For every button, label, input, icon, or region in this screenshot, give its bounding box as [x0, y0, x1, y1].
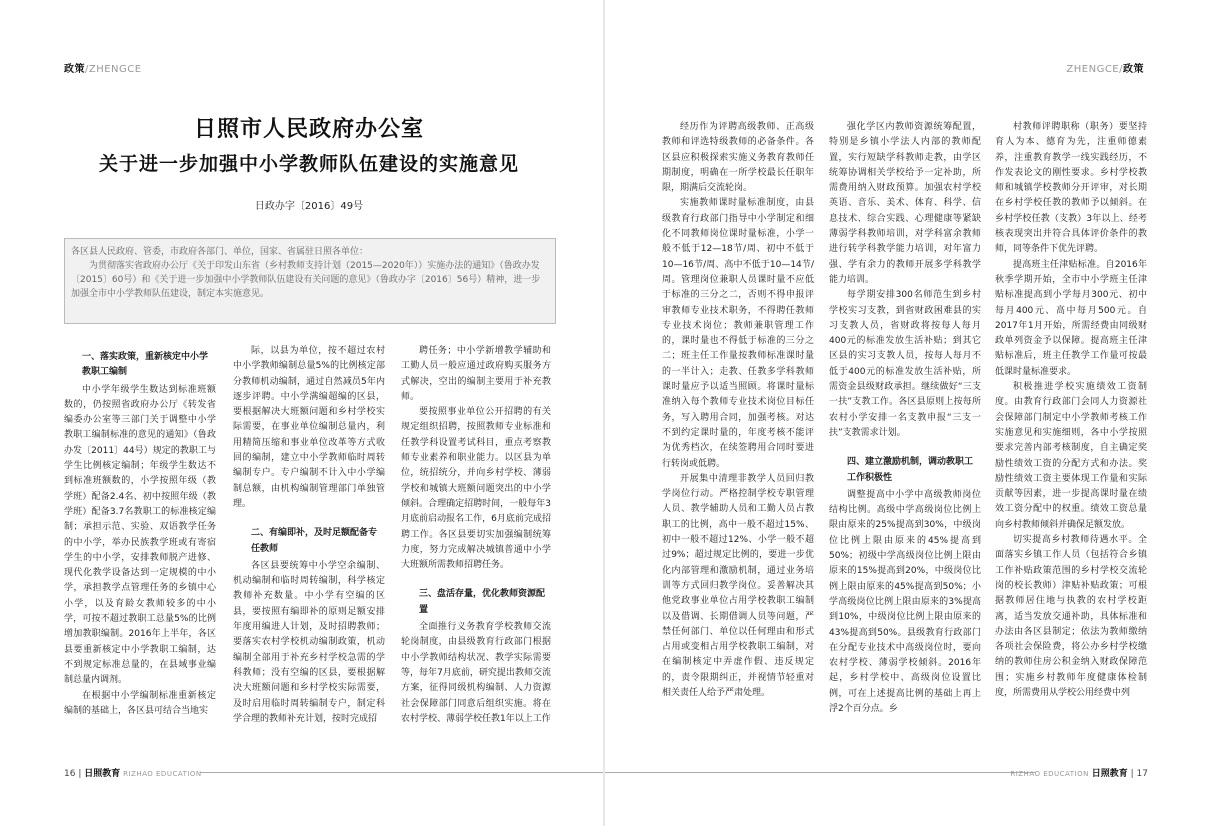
right-page-footer: RIZHAO EDUCATION 日照教育 | 17: [1010, 769, 1148, 779]
left-page-footer: 16 | 日照教育 RIZHAO EDUCATION: [64, 769, 202, 779]
text-column-1: [64, 344, 216, 744]
text-column-3: [401, 344, 551, 744]
paragraph: 积极推进学校实施绩效工资制度。由教育行政部门会同人力资源社会保障部门制定中小学教师考核工作实施意见和实施细则，各中小学按照要求完善内部考核制度，自主确定奖励性绩效工资的分配方式和办法。奖励性绩效工资主要体现工作量和实际贡献等因素，进一步提高课时量在绩效工资分配中的权重。绩效工资总量向乡村教师倾斜并确保足额发放。: [995, 382, 1147, 530]
header-section-en: /ZHENGCE: [85, 64, 142, 75]
paragraph: 在根据中小学编制标准重新核定编制的基础上，各区县可结合当地实: [64, 690, 216, 716]
paragraph: 提高班主任津贴标准。自2016年秋季学期开始，全市中小学班主任津贴标准提高到小学每月300元、初中每月400元、高中每月500元。自2017年1月开始，所需经费由同级财政单列资金予以保障。提高班主任津贴标准后，班主任教学工作量可按最低课时量标准要求。: [995, 259, 1147, 377]
magazine-logo-left: 日照教育: [84, 769, 121, 779]
notice-body: 为贯彻落实省政府办公厅《关于印发山东省（乡村教师支持计划（2015—2020年））实施办法的通知》（鲁政办发〔2015〕60号）和《关于进一步加强中小学教师队伍建设有关问题的意见》（鲁政办字〔2016〕56号）精神，进一步加强全市中小学教师队伍建设，制定本实施意见。: [71, 261, 541, 299]
page-number-right: 17: [1136, 769, 1148, 779]
addressee-notice-box: [64, 238, 556, 324]
article-title-line2: 关于进一步加强中小学教师队伍建设的实施意见: [98, 153, 519, 175]
paragraph: 要按照事业单位公开招聘的有关规定组织招聘，按照教师专业标准和任教学科设置考试科目，重点考察教师专业素养和职业能力。以区县为单位，统招统分，并向乡村学校、薄弱学校和城镇大班额问题突出的中小学倾斜。合理确定招聘时间，一般每年3月底前启动报名工作，6月底前完成招聘工作。各区县要切实加强编制统筹力度，努力完成解决城镇普通中小学大班额所需教师招聘任务。: [401, 407, 551, 571]
paragraph: 切实提高乡村教师待遇水平。全面落实乡镇工作人员（包括符合乡镇工作补贴政策范围的乡村学校交流轮岗的校长教师）津贴补贴政策；可根据教师居住地与执教的农村学校距离，适当发放交通补助，具体标准和办法由各区县制定；依法为教师缴纳各项社会保险费，将公办乡村学校缴纳的教师住房公积金纳入财政保障范围；实施乡村教师年度健康体检制度，所需费用从学校公用经费中列: [995, 535, 1147, 698]
text-column-6: [995, 120, 1147, 750]
paragraph: 全面推行义务教育学校教师交流轮岗制度，由县级教育行政部门根据中小学教师结构状况、教学实际需要等，每年7月底前，研究提出教师交流方案，征得同级机构编制、人力资源社会保障部门同意后组织实施。将在农村学校、薄弱学校任教1年以上工作: [401, 622, 551, 724]
article-title-line1: 日照市人民政府办公室: [193, 117, 424, 142]
paragraph: 强化学区内教师资源统筹配置，特别是乡镇小学法人内部的教师配置，实行短缺学科教师走教，由学区统筹协调相关学校给予一定补助，所需费用纳入财政预算。加强农村学校英语、音乐、美术、体育、科学、信息技术、综合实践、心理健康等紧缺薄弱学科教师培训，对学科富余教师进行转学科教学能力培训，对年富力强、学有余力的教师开展多学科教学能力培训。: [829, 122, 981, 285]
page-number-left: 16: [64, 769, 76, 779]
paragraph: 每学期安排300名师范生到乡村学校实习支教，到省财政困难县的实习支教人员，省财政将按每人每月400元的标准发放生活补贴；到其它区县的实习支教人员，按每人每月不低于400元的标准发放生活补贴，所需资金县级财政承担。继续做好“三支一扶”支教工作。各区县原则上按每所农村小学安排一名支教申报“三支一扶”支教需求计划。: [829, 290, 981, 438]
paragraph: 经历作为评聘高级教师、正高级教师和评选特级教师的必备条件。各区县应积极探索实施义务教育教师任期制度，明确在一所学校最长任职年限，期满后交流轮岗。: [662, 122, 814, 194]
header-section-en-right: ZHENGCE/: [1066, 64, 1123, 75]
page-gutter: [603, 0, 605, 826]
section-heading-2: 二、有编即补，及时足额配备专任教师: [251, 528, 378, 554]
document-number: 日政办字〔2016〕49号: [254, 201, 364, 212]
section-heading-1: 一、落实政策，重新核定中小学教职工编制: [82, 352, 209, 378]
paragraph: 际，以县为单位，按不超过农村中小学教师编制总量5%的比例核定部分教师机动编制，通过自然减员5年内逐步评聘。中小学满编超编的区县，要根据解决大班额问题和乡村学校实际需要，在事业单位编制总量内，利用精简压缩和事业单位改革等方式收回的编制，建立中小学教师临时周转编制专户。专户编制不计入中小学编制总额，由机构编制管理部门单独管理。: [233, 346, 385, 509]
magazine-logo-right: 日照教育: [1091, 769, 1128, 779]
paragraph: 中小学年级学生数达到标准班额数的，仍按照省政府办公厅《转发省编委办公室等三部门关于调整中小学教职工编制标准的意见的通知》（鲁政办发〔2011〕44号）规定的教职工与学生比例核定编制；年级学生数达不到标准班额数的，小学按照年级（教学班）配备2.4名、初中按照年级（教学班）配备3.7名教职工的标准核定编制；承担示范、实验、双语教学任务的中小学，举办民族教学班或有寄宿学生的中小学，安排教师脱产进修、现代化教学设备达到一定规模的中小学，承担教学点管理任务的乡镇中心小学，以及育龄女教师较多的中小学，可按不超过教职工总量5%的比例增加教职编制。2016年上半年，各区县要重新核定中小学教职工编制，达不到规定标准总量的，在县域事业编制总量内调剂。: [64, 384, 216, 686]
paragraph: 实施教师课时量标准制度，由县级教育行政部门指导中小学制定和细化不同教师岗位课时量标准，小学一般不低于12—18节/周、初中不低于10—16节/周、高中不低于10—14节/周。管理岗位兼职人员课时量不应低于标准的三分之二，否则不得申报评审教师专业技术职务，不得聘任教师专业技术岗位；教师兼职管理工作的，课时量也不得低于标准的三分之二；班主任工作量按教师标准课时量的一半计入；走教、任教多学科教师课时量应予以适当照顾。将课时量标准纳入每个教师专业技术岗位目标任务，写入聘用合同，加强考核。对达不到约定课时量的，年度考核不能评为优秀档次，在续签聘用合同时要进行转岗或低聘。: [662, 198, 814, 469]
text-column-2: [233, 344, 385, 744]
section-heading-4: 四、建立激励机制，调动教职工工作积极性: [847, 457, 974, 483]
paragraph: 聘任务；中小学新增教学辅助和工勤人员一般应通过政府购买服务方式解决，空出的编制主要用于补充教师。: [401, 346, 551, 402]
text-column-5: [829, 120, 981, 750]
paragraph: 各区县要统筹中小学空余编制、机动编制和临时周转编制，科学核定教师补充数量。中小学有空编的区县，要按照有编即补的原则足额安排年度用编进人计划，及时招聘教师；要落实农村学校机动编制政策，机动编制全部用于补充乡村学校急需的学科教师；没有空编的区县，要根据解决大班额问题和乡村学校实际需要，及时启用临时周转编制专户，制定科学合理的教师补充计划，按时完成招: [233, 560, 385, 724]
notice-addressee: 各区县人民政府、管委，市政府各部门、单位，国家、省属驻日照各单位：: [71, 247, 369, 257]
header-section-cn: 政策: [64, 64, 85, 75]
left-page-header: [64, 60, 142, 75]
paragraph: 调整提高中小学中高级教师岗位结构比例。高级中学高级岗位比例上限由原来的25%提高到30%，中级岗位比例上限由原来的45%提高到50%；初级中学高级岗位比例上限由原来的15%提高到20%，中级岗位比例上限由原来的45%提高到50%；小学高级岗位比例上限由原来的3%提高到10%，中级岗位比例上限由原来的43%提高到50%。县级教育行政部门在分配专业技术中高级岗位时，要向农村学校、薄弱学校倾斜。2016年起，乡村学校中、高级岗位设置比例，可在上述提高比例的基础上再上浮2个百分点。乡: [829, 489, 981, 714]
header-section-cn-right: 政策: [1123, 64, 1144, 75]
section-heading-3: 三、盘活存量，优化教师资源配置: [419, 589, 546, 615]
right-page-header: [1066, 60, 1144, 75]
magazine-name-en-left: RIZHAO EDUCATION: [123, 770, 202, 778]
paragraph: 开展集中清理非教学人员回归教学岗位行动。严格控制学校专职管理人员、教学辅助人员和工勤人员占教职工的比例，高中一般不超过15%、初中一般不超过12%、小学一般不超过9%；超过规定比例的，要进一步优化内部管理和激励机制，通过业务培训等方式回归教学岗位。妥善解决其他党政事业单位占用学校教职工编制以及借调、长期借调人员等问题，严禁任何部门、单位以任何理由和形式占用或变相占用学校教职工编制，对在编制核定中弄虚作假、违反规定的，责令限期纠正，并视情节轻重对相关责任人给予严肃处理。: [662, 473, 814, 698]
paragraph: 村教师评聘职称（职务）要坚持育人为本、德育为先，注重师德素养，注重教育教学一线实践经历，不作发表论文的刚性要求。乡村学校教师和城镇学校教师分开评审，对长期在乡村学校任教的教师予以倾斜。在乡村学校任教（支教）3年以上、经考核表现突出并符合具体评价条件的教师，同等条件下优先评聘。: [995, 122, 1147, 255]
article-title-block: [64, 115, 554, 212]
magazine-name-en-right: RIZHAO EDUCATION: [1010, 770, 1089, 778]
text-column-4: [662, 120, 814, 750]
